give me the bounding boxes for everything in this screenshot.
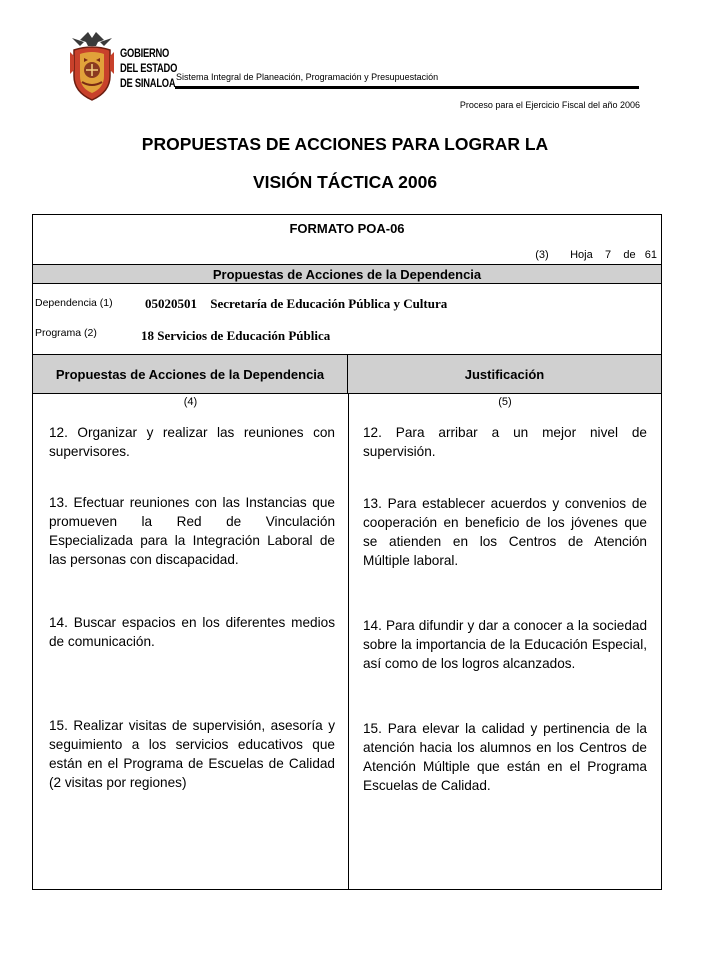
hoja-ref: (3): [535, 249, 549, 261]
programa-label: Programa (2): [35, 327, 97, 339]
brand-line-1: GOBIERNO: [120, 46, 170, 60]
column-header-acciones: Propuestas de Acciones de la Dependencia: [55, 366, 325, 382]
state-coat-of-arms-logo: [66, 30, 118, 106]
justificacion-item: 14. Para difundir y dar a conocer a la sociedad sobre la importancia de la Educación Especial, así como de los logros alcanzados.: [363, 618, 647, 671]
column-header-justificacion: Justificación: [464, 366, 545, 382]
fiscal-process-label: Proceso para el Ejercicio Fiscal del año 2006: [459, 100, 640, 110]
state-government-brand: [120, 46, 178, 91]
accion-item: 14. Buscar espacios en los diferentes medios de comunicación.: [49, 615, 335, 649]
justificacion-item: 15. Para elevar la calidad y pertinencia de la atención hacia los alumnos en los Centros de Atención Múltiple que están en el Programa Escuelas de Calidad.: [363, 721, 647, 793]
accion-item: 12. Organizar y realizar las reuniones con supervisores.: [49, 425, 335, 459]
programa-value: 18 Servicios de Educación Pública: [141, 328, 331, 343]
accion-item: 13. Efectuar reuniones con las Instancias que promueven la Red de Vinculación Especializada para la Integración Laboral de las personas con discapacidad.: [49, 495, 335, 567]
hoja-total: 61: [644, 249, 657, 261]
justificacion-item: 13. Para establecer acuerdos y convenios de cooperación en beneficio de los jóvenes que se atienden en los Centros de Atención Múltiple laboral.: [363, 496, 647, 568]
poa-06-form: [32, 214, 662, 890]
column-divider: [348, 393, 349, 889]
dependencia-code: 05020501: [145, 296, 197, 311]
hoja-number: 7: [604, 249, 612, 261]
page-title-line-1: PROPUESTAS DE ACCIONES PARA LOGRAR LA: [141, 134, 549, 154]
column-number-acciones: (4): [183, 396, 198, 408]
dependencia-name: Secretaría de Educación Pública y Cultura: [210, 296, 448, 311]
page-title-line-2: VISIÓN TÁCTICA 2006: [252, 172, 438, 192]
page-count: [535, 249, 657, 261]
hoja-label: Hoja: [570, 249, 593, 261]
system-title: Sistema Integral de Planeación, Programación y Presupuestación: [176, 72, 439, 82]
brand-line-2: DEL ESTADO: [120, 61, 178, 75]
de-label: de: [623, 249, 636, 261]
justificacion-item: 12. Para arribar a un mejor nivel de supervisión.: [363, 425, 647, 459]
header-rule: [175, 86, 639, 89]
accion-item: 15. Realizar visitas de supervisión, asesoría y seguimiento a los servicios educativos que están en el Programa de Escuelas de Calidad (2 visitas por regiones): [49, 718, 335, 790]
column-header-bar: [33, 354, 661, 394]
brand-line-3: DE SINALOA: [120, 76, 176, 90]
section-title: Propuestas de Acciones de la Dependencia: [212, 267, 482, 282]
formato-row: [33, 215, 661, 265]
section-title-bar: [33, 264, 661, 284]
column-number-justificacion: (5): [498, 396, 512, 408]
formato-label: FORMATO POA-06: [289, 221, 405, 236]
dependencia-label: Dependencia (1): [35, 297, 113, 309]
dependencia-value: [145, 296, 447, 312]
